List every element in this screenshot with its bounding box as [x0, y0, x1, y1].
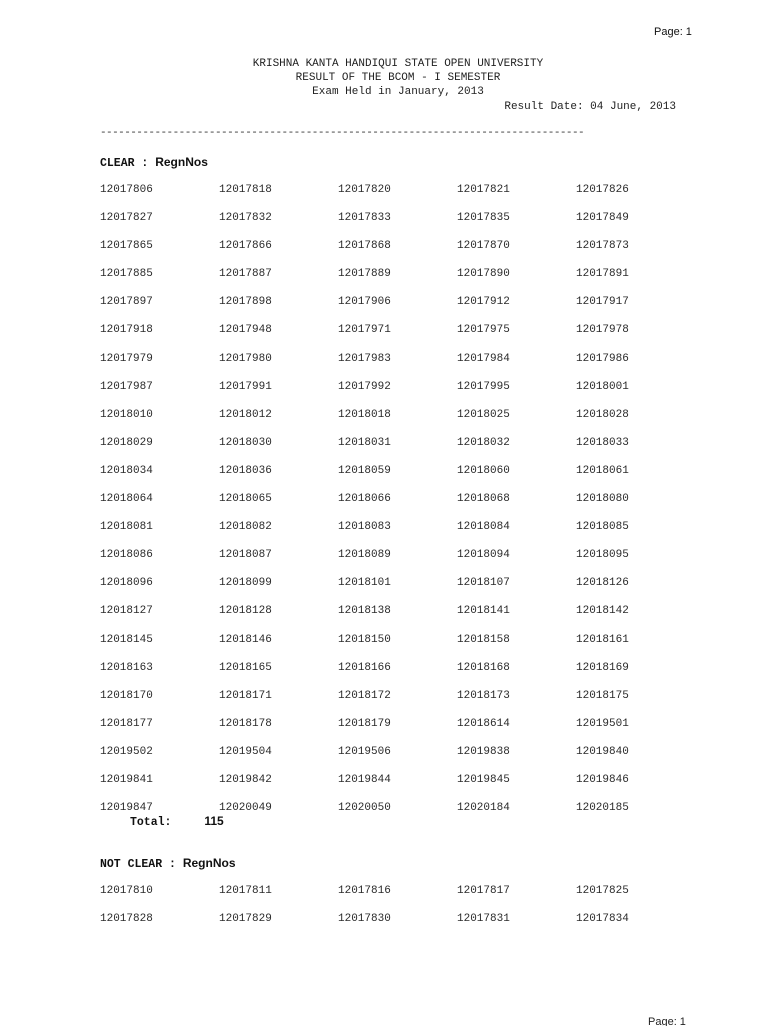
regno-cell: 12019846 — [576, 773, 629, 786]
regno-cell: 12018146 — [219, 633, 272, 646]
not-clear-label: NOT CLEAR : — [100, 858, 176, 871]
regno-cell: 12017821 — [457, 184, 510, 196]
regno-cell: 12018126 — [576, 577, 629, 590]
regno-cell: 12018034 — [100, 464, 153, 477]
regno-cell: 12018032 — [457, 436, 510, 449]
regno-cell: 12018068 — [457, 493, 510, 506]
regno-cell: 12018165 — [219, 661, 272, 674]
regno-cell: 12017897 — [100, 296, 153, 309]
regno-cell: 12018064 — [100, 493, 153, 506]
regno-cell: 12017827 — [100, 212, 153, 225]
not-clear-section-heading — [100, 856, 236, 871]
regno-cell: 12018018 — [338, 408, 391, 421]
clear-regnnos-label: RegnNos — [155, 155, 208, 169]
regno-cell: 12018089 — [338, 549, 391, 562]
regno-cell: 12018142 — [576, 605, 629, 618]
regno-cell: 12017890 — [457, 268, 510, 281]
regno-cell: 12017816 — [338, 885, 391, 897]
regno-cell: 12019847 — [100, 802, 153, 815]
clear-section-heading — [100, 155, 208, 170]
regno-cell: 12019842 — [219, 773, 272, 786]
regno-cell: 12018107 — [457, 577, 510, 590]
regno-cell: 12018141 — [457, 605, 510, 618]
regno-cell: 12017889 — [338, 268, 391, 281]
regno-cell: 12018094 — [457, 549, 510, 562]
regno-cell: 12018084 — [457, 521, 510, 534]
regno-cell: 12018175 — [576, 689, 629, 702]
regno-cell: 12017979 — [100, 352, 153, 365]
regno-cell: 12017887 — [219, 268, 272, 281]
not-clear-regno-grid — [100, 885, 695, 941]
total-label: Total: — [130, 816, 172, 829]
regno-cell: 12017825 — [576, 885, 629, 897]
regno-cell: 12017820 — [338, 184, 391, 196]
regno-cell: 12017898 — [219, 296, 272, 309]
regno-cell: 12018010 — [100, 408, 153, 421]
regno-cell: 12018029 — [100, 436, 153, 449]
regno-cell: 12017810 — [100, 885, 153, 897]
clear-total — [130, 814, 224, 829]
regno-cell: 12018086 — [100, 549, 153, 562]
regno-cell: 12017817 — [457, 885, 510, 897]
regno-cell: 12017980 — [219, 352, 272, 365]
divider-line: -------------------------------------------------------------------------------- — [100, 127, 585, 139]
regno-cell: 12017834 — [576, 913, 629, 926]
page-number: Page: 1 — [654, 26, 692, 38]
regno-cell: 12017975 — [457, 324, 510, 337]
regno-cell: 12018080 — [576, 493, 629, 506]
regno-cell: 12017870 — [457, 240, 510, 253]
regno-cell: 12017971 — [338, 324, 391, 337]
regno-cell: 12018166 — [338, 661, 391, 674]
regno-cell: 12018095 — [576, 549, 629, 562]
regno-cell: 12017829 — [219, 913, 272, 926]
result-title: RESULT OF THE BCOM - I SEMESTER — [295, 72, 501, 84]
regno-cell: 12019838 — [457, 745, 510, 758]
regno-cell: 12018087 — [219, 549, 272, 562]
regno-cell: 12017987 — [100, 380, 153, 393]
regno-cell: 12017948 — [219, 324, 272, 337]
regno-cell: 12017868 — [338, 240, 391, 253]
regno-cell: 12017991 — [219, 380, 272, 393]
regno-cell: 12019506 — [338, 745, 391, 758]
regno-cell: 12018173 — [457, 689, 510, 702]
not-clear-regnnos-label: RegnNos — [182, 856, 236, 870]
regno-cell: 12019844 — [338, 773, 391, 786]
regno-cell: 12020049 — [219, 802, 272, 815]
regno-cell: 12018060 — [457, 464, 510, 477]
regno-cell: 12018066 — [338, 493, 391, 506]
clear-label: CLEAR : — [100, 157, 149, 170]
regno-cell: 12018161 — [576, 633, 629, 646]
document-header — [100, 57, 696, 114]
regno-cell: 12018065 — [219, 493, 272, 506]
regno-cell: 12020050 — [338, 802, 391, 815]
regno-cell: 12017906 — [338, 296, 391, 309]
regno-cell: 12019504 — [219, 745, 272, 758]
regno-cell: 12018179 — [338, 717, 391, 730]
regno-cell: 12019841 — [100, 773, 153, 786]
regno-cell: 12017873 — [576, 240, 629, 253]
regno-cell: 12017918 — [100, 324, 153, 337]
regno-cell: 12017866 — [219, 240, 272, 253]
regno-cell: 12018128 — [219, 605, 272, 618]
regno-cell: 12018614 — [457, 717, 510, 730]
regno-cell: 12017917 — [576, 296, 629, 309]
regno-cell: 12018168 — [457, 661, 510, 674]
regno-cell: 12017835 — [457, 212, 510, 225]
exam-held-line: Exam Held in January, 2013 — [312, 86, 484, 98]
regno-cell: 12018082 — [219, 521, 272, 534]
regno-cell: 12019840 — [576, 745, 629, 758]
regno-cell: 12018081 — [100, 521, 153, 534]
regno-cell: 12019845 — [457, 773, 510, 786]
regno-cell: 12017912 — [457, 296, 510, 309]
regno-cell: 12018061 — [576, 464, 629, 477]
regno-cell: 12017811 — [219, 885, 272, 897]
regno-cell: 12017833 — [338, 212, 391, 225]
regno-cell: 12018001 — [576, 380, 629, 393]
regno-cell: 12020184 — [457, 802, 510, 815]
regno-cell: 12017806 — [100, 184, 153, 196]
regno-cell: 12018150 — [338, 633, 391, 646]
regno-cell: 12017983 — [338, 352, 391, 365]
regno-cell: 12017885 — [100, 268, 153, 281]
regno-cell: 12018178 — [219, 717, 272, 730]
regno-cell: 12018033 — [576, 436, 629, 449]
regno-cell: 12017826 — [576, 184, 629, 196]
regno-cell: 12019501 — [576, 717, 629, 730]
regno-cell: 12018099 — [219, 577, 272, 590]
regno-cell: 12018036 — [219, 464, 272, 477]
regno-cell: 12018138 — [338, 605, 391, 618]
regno-cell: 12017818 — [219, 184, 272, 196]
regno-cell: 12017832 — [219, 212, 272, 225]
regno-cell: 12017865 — [100, 240, 153, 253]
regno-cell: 12017831 — [457, 913, 510, 926]
clear-regno-grid — [100, 184, 695, 830]
regno-cell: 12018028 — [576, 408, 629, 421]
regno-cell: 12018163 — [100, 661, 153, 674]
university-name: KRISHNA KANTA HANDIQUI STATE OPEN UNIVERSITY — [252, 58, 544, 70]
regno-cell: 12017849 — [576, 212, 629, 225]
regno-cell: 12018012 — [219, 408, 272, 421]
regno-cell: 12020185 — [576, 802, 629, 815]
regno-cell: 12017984 — [457, 352, 510, 365]
regno-cell: 12018127 — [100, 605, 153, 618]
regno-cell: 12018158 — [457, 633, 510, 646]
regno-cell: 12018031 — [338, 436, 391, 449]
regno-cell: 12018101 — [338, 577, 391, 590]
regno-cell: 12018171 — [219, 689, 272, 702]
regno-cell: 12017995 — [457, 380, 510, 393]
regno-cell: 12017986 — [576, 352, 629, 365]
regno-cell: 12018096 — [100, 577, 153, 590]
regno-cell: 12017978 — [576, 324, 629, 337]
regno-cell: 12018030 — [219, 436, 272, 449]
regno-cell: 12018083 — [338, 521, 391, 534]
regno-cell: 12018170 — [100, 689, 153, 702]
regno-cell: 12017992 — [338, 380, 391, 393]
regno-cell: 12018025 — [457, 408, 510, 421]
regno-cell: 12018169 — [576, 661, 629, 674]
result-date: Result Date: 04 June, 2013 — [504, 101, 676, 113]
regno-cell: 12018059 — [338, 464, 391, 477]
regno-cell: 12018177 — [100, 717, 153, 730]
regno-cell: 12017828 — [100, 913, 153, 926]
regno-cell: 12017891 — [576, 268, 629, 281]
regno-cell: 12019502 — [100, 745, 153, 758]
regno-cell: 12018145 — [100, 633, 153, 646]
total-value: 115 — [204, 814, 224, 828]
footer-page-mark: Page: 1 — [648, 1016, 686, 1026]
regno-cell: 12018172 — [338, 689, 391, 702]
regno-cell: 12017830 — [338, 913, 391, 926]
regno-cell: 12018085 — [576, 521, 629, 534]
